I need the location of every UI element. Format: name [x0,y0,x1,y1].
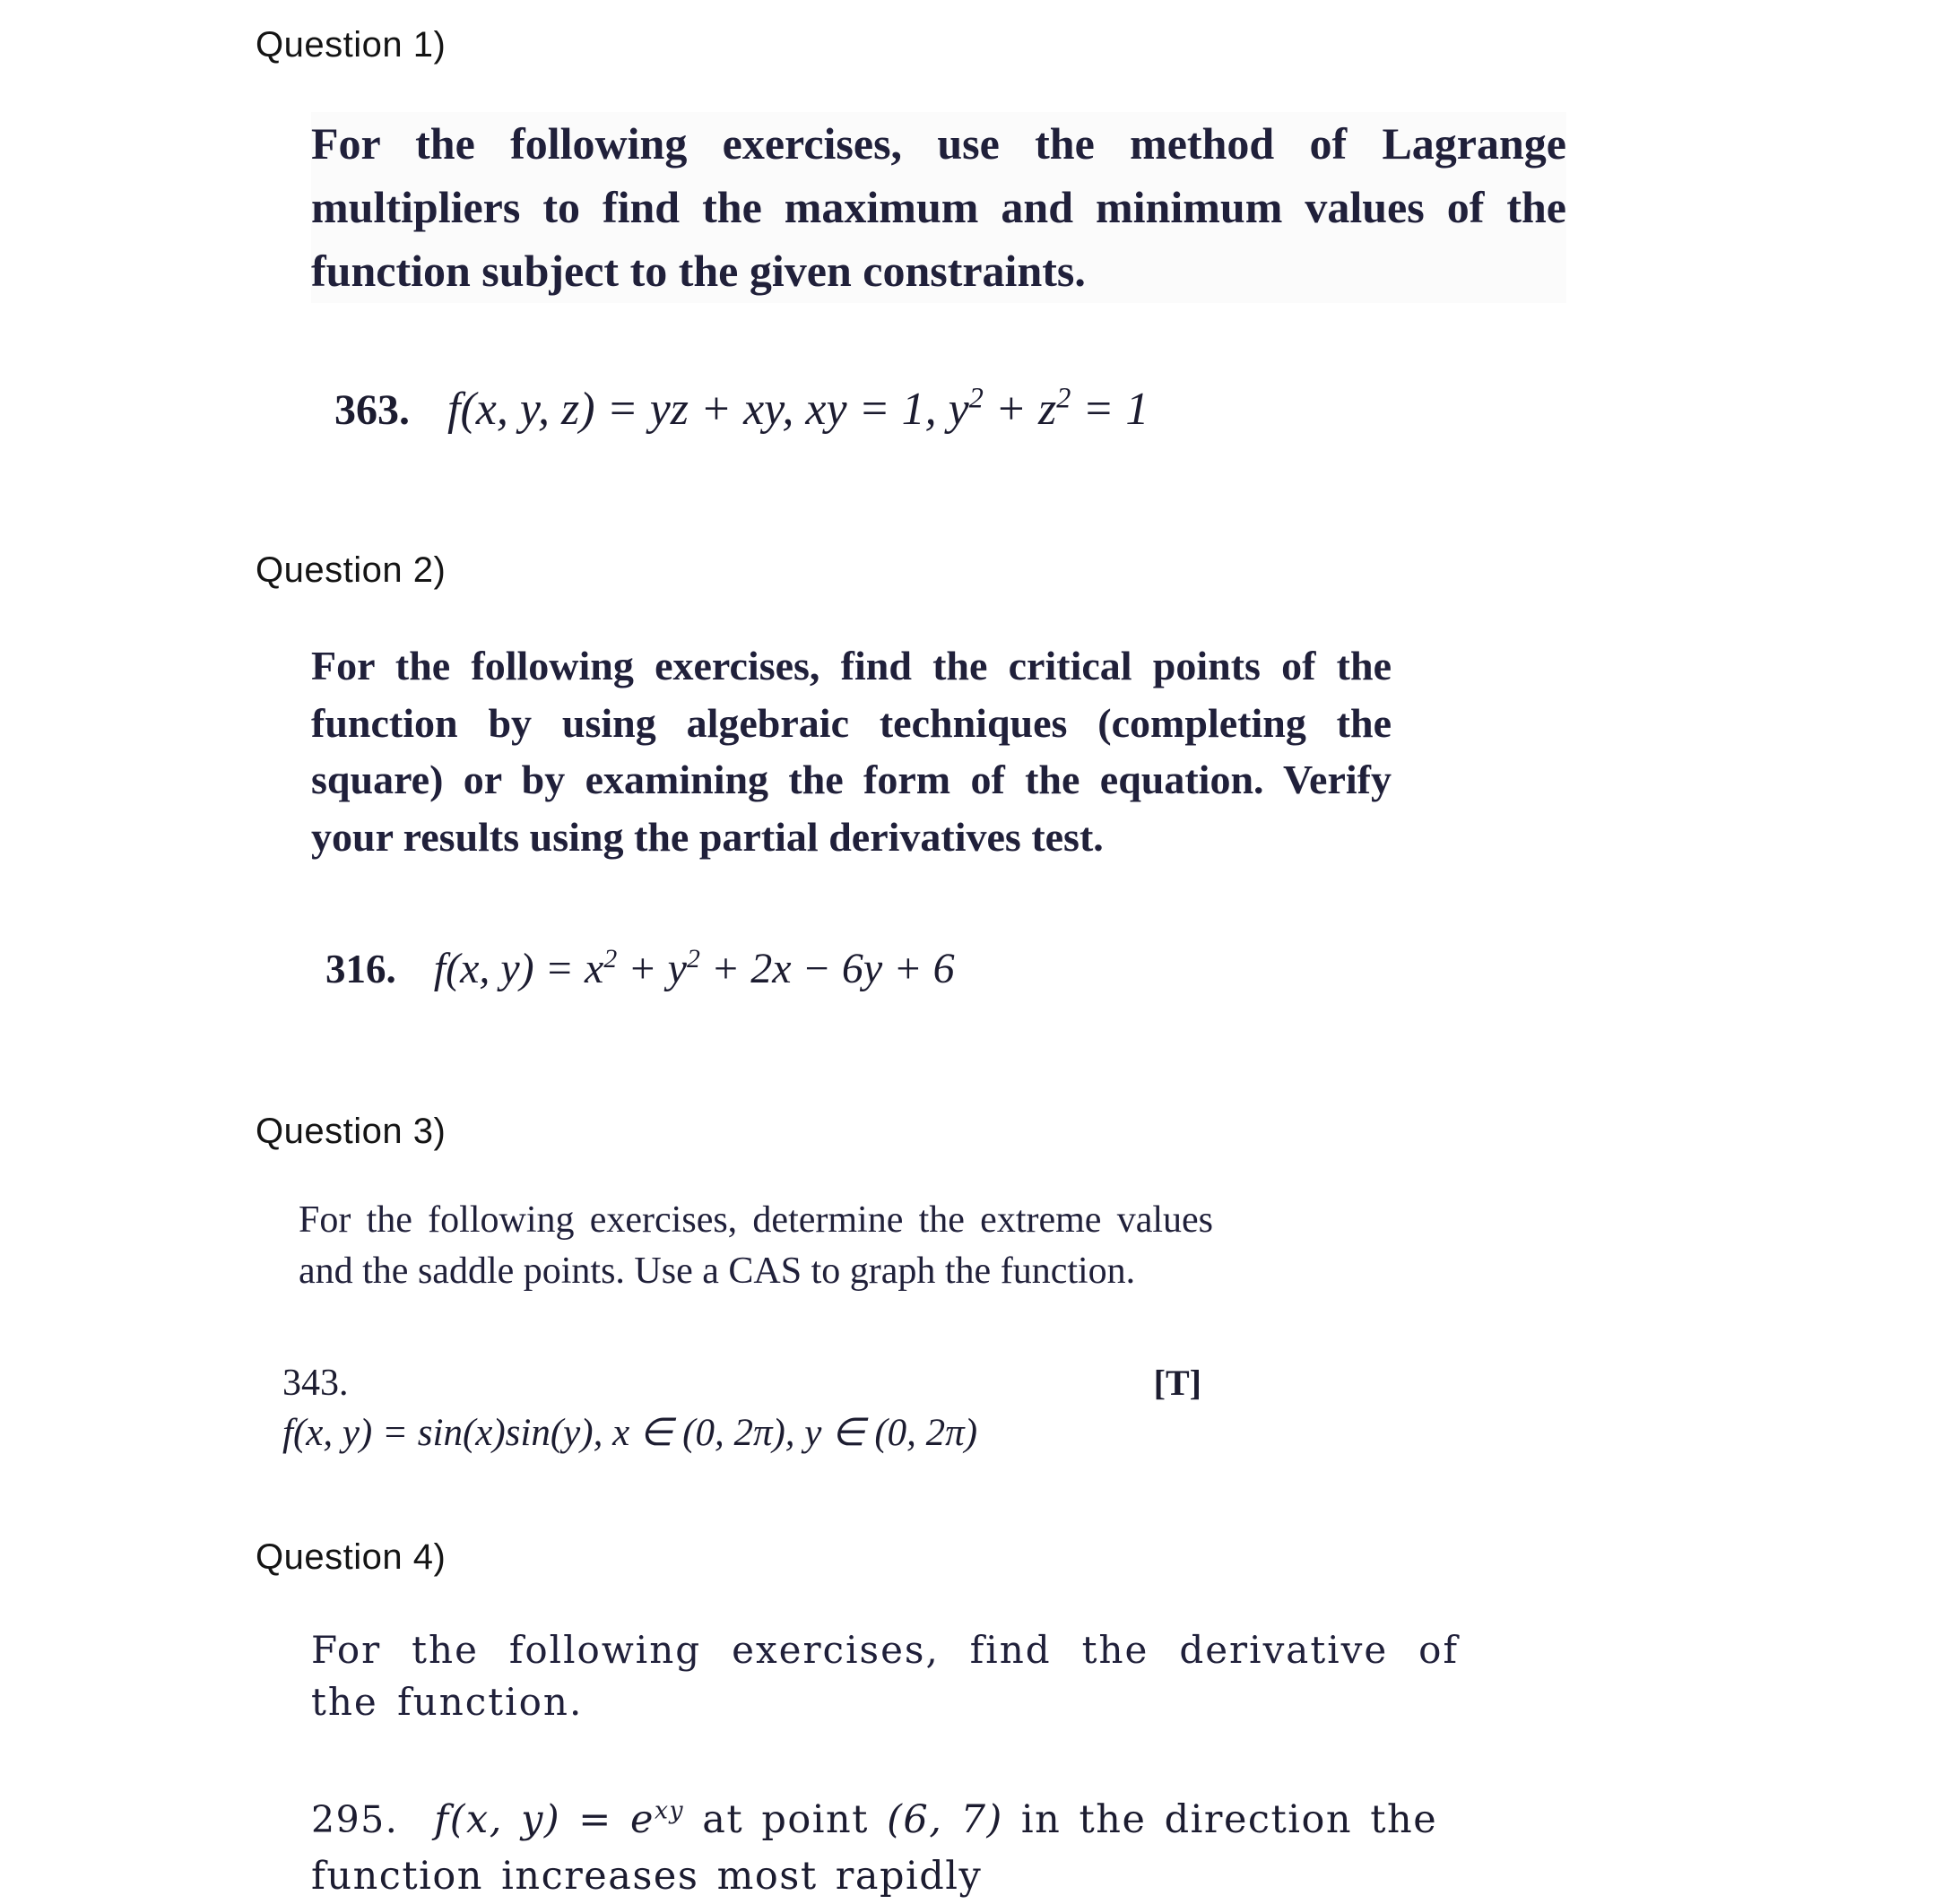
exercise-line [282,1362,1201,1405]
exercise-line [325,944,1951,993]
exercise-formula: f(x, y) = sin(x)sin(y), x ∈ (0, 2π), y ∈ (0, 2π) [282,1411,978,1454]
question-heading: Question 3) [256,1112,447,1152]
question-heading: Question 4) [256,1536,447,1577]
instructions-text: For the following exercises, determine the extreme values and the saddle points. Use a CAS to graph the function. [299,1199,1213,1292]
exercise-number: 295. [311,1798,399,1842]
exercise-formula: f(x, $y) = x^2 + y^2 + 2x - 6y + 6$ [433,944,955,993]
question-section-2 [256,550,1951,993]
exercise-line [311,1792,1539,1904]
instructions-text: For the following exercises, find the critical points of the function by using algebraic techniques (completing the square) or by examining the form of the equation. Verify your results using the partial derivatives test. [311,643,1392,860]
exercise-number: 343. [282,1362,349,1404]
exercise-formula-line [282,1410,1951,1455]
exercise-number: 316. [325,947,396,992]
exercise-line [334,382,1951,436]
question-section-3 [256,1112,1951,1454]
exercise-formula: f(x, $y) = e^{xy}$ at point (6, 7) in the direction the function increases most rapidly [311,1796,1438,1899]
instructions-text: For the following exercises, find the derivative of the function. [311,1627,1459,1725]
question-heading: Question 2) [256,550,447,591]
exercise-formula: f(x, y, z) = yz + xy, xy = 1, $y^2 + z^2 = 1$ [447,382,1149,436]
exercise-number: 363. [334,386,410,435]
question-section-4 [256,1537,1951,1904]
question-section-1 [256,25,1951,436]
technology-tag: [T] [1153,1362,1201,1403]
question-heading: Question 1) [256,25,447,65]
instructions-text: For the following exercises, use the method of Lagrange multipliers to find the maximum and minimum values of the function subject to the given constraints. [311,112,1566,303]
